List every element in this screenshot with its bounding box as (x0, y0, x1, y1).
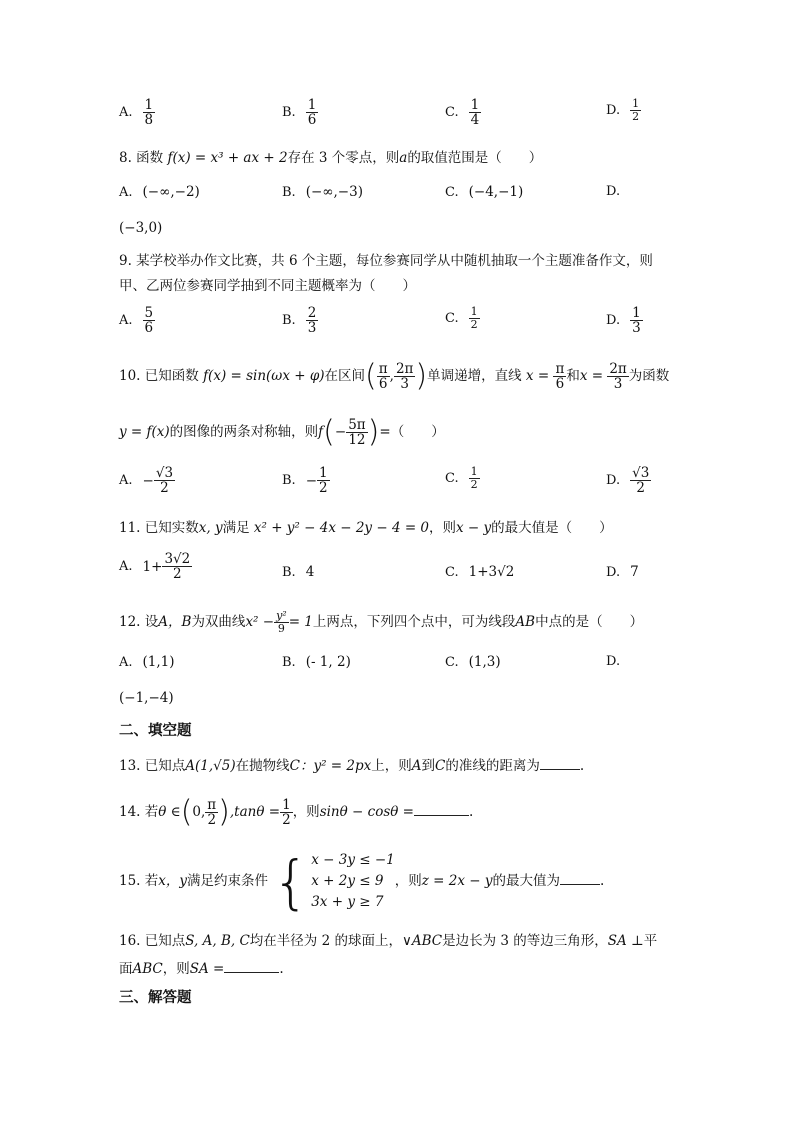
q9-option-b[interactable]: B. $\frac{2}{3}$ (282, 305, 317, 337)
q12-stem: 12. 设A，B为双曲线x² − $\frac{\text{y²}}{9}$ = 1上两点，下列四个点中，可为线段AB中点的是（ ） (119, 609, 644, 635)
q8-option-d-value: (−3,0) (119, 220, 163, 236)
q7-options (119, 98, 679, 138)
q11-options (119, 552, 679, 594)
q15-constraint-system: { x − 3y ≤ −1 x + 2y ≤ 9 3x + y ≥ 7 (272, 847, 395, 916)
q13-answer-blank[interactable] (540, 769, 580, 770)
q10-options (119, 466, 679, 506)
q11-option-b[interactable]: B. 4 (282, 564, 315, 580)
q11-option-c[interactable]: C. 1+3√2 (445, 564, 515, 580)
section-solution-heading: 三、解答题 (119, 989, 192, 1006)
q10-option-d[interactable]: D. $\frac{√3}{2}$ (606, 465, 650, 497)
q7-option-a[interactable]: A. $\frac{1}{8}$ (119, 97, 154, 129)
q13-stem: 13. 已知点A(1,√5)在抛物线C：y² = 2px上，则A到C的准线的距离为 . (119, 758, 585, 774)
q8-option-b[interactable]: B. (−∞,−3) (282, 184, 363, 200)
q15-answer-blank[interactable] (560, 884, 600, 885)
q12-option-d-value: (−1,−4) (119, 690, 174, 706)
q14-answer-blank[interactable] (414, 815, 469, 816)
q12-option-d[interactable]: D. (606, 654, 621, 669)
q12-option-b[interactable]: B. (- 1, 2) (282, 654, 351, 670)
q11-option-a[interactable]: A. 1+ $\frac{3√2}{2}$ (119, 551, 191, 583)
q7-option-d[interactable]: D. $\frac{1}{2}$ (606, 97, 640, 123)
q9-option-c[interactable]: C. $\frac{1}{2}$ (445, 305, 478, 331)
q9-stem-line1: 9. 某学校举办作文比赛，共 6 个主题，每位参赛同学从中随机抽取一个主题准备作文，则 (119, 253, 653, 269)
q8-stem: 8. 函数 f(x) = x³ + ax + 2存在 3 个零点，则a的取值范围是（ ） (119, 150, 543, 166)
q8-option-c[interactable]: C. (−4,−1) (445, 184, 524, 200)
q12-option-c[interactable]: C. (1,3) (445, 654, 501, 670)
q16-stem-line2: 面ABC，则SA = . (119, 961, 284, 977)
q8-options (119, 184, 679, 206)
q10-option-b[interactable]: B. − $\frac{1}{2}$ (282, 465, 328, 497)
q12-options (119, 654, 679, 676)
q8-option-d[interactable]: D. (606, 184, 621, 199)
q16-answer-blank[interactable] (224, 972, 279, 973)
q9-option-d[interactable]: D. $\frac{1}{3}$ (606, 305, 641, 337)
q8-option-a[interactable]: A. (−∞,−2) (119, 184, 200, 200)
q14-stem: 14. 若θ ∈(0, $\frac{\pi}{2}$ ),tanθ = $\frac{1}{2}$ ，则sinθ − cosθ = . (119, 794, 474, 830)
q11-option-d[interactable]: D. 7 (606, 564, 639, 580)
q16-stem-line1: 16. 已知点S, A, B, C均在半径为 2 的球面上，∨ABC是边长为 3 的等边三角形，SA ⊥平 (119, 933, 658, 949)
section-fill-in-heading: 二、填空题 (119, 722, 192, 739)
q12-option-a[interactable]: A. (1,1) (119, 654, 175, 670)
q10-option-a[interactable]: A. − $\frac{√3}{2}$ (119, 465, 174, 497)
q9-options (119, 306, 679, 346)
q11-stem: 11. 已知实数x, y满足 x² + y² − 4x − 2y − 4 = 0，则x − y的最大值是（ ） (119, 520, 613, 536)
q10-option-c[interactable]: C. $\frac{1}{2}$ (445, 465, 478, 491)
q7-option-b[interactable]: B. $\frac{1}{6}$ (282, 97, 317, 129)
q10-stem-line2: y = f(x)的图像的两条对称轴，则f(− $\frac{5\pi}{12}$ )=（ ） (119, 414, 445, 450)
q9-stem-line2: 甲、乙两位参赛同学抽到不同主题概率为（ ） (119, 278, 416, 294)
q9-option-a[interactable]: A. $\frac{5}{6}$ (119, 305, 154, 337)
q10-stem-line1: 10. 已知函数 f(x) = sin(ωx + φ)在区间( $\frac{\pi}{6}$ , $\frac{2\pi}{3}$ )单调递增，直线 x = $\frac{\pi}{6}$ 和x = $\frac{2\pi}{3}$ 为函数 (119, 358, 670, 394)
q15-stem: 15. 若x，y满足约束条件 { x − 3y ≤ −1 x + 2y ≤ 9 3x + y ≥ 7 ，则z = 2x − y的最大值为 . (119, 847, 605, 916)
q7-option-c[interactable]: C. $\frac{1}{4}$ (445, 97, 480, 129)
